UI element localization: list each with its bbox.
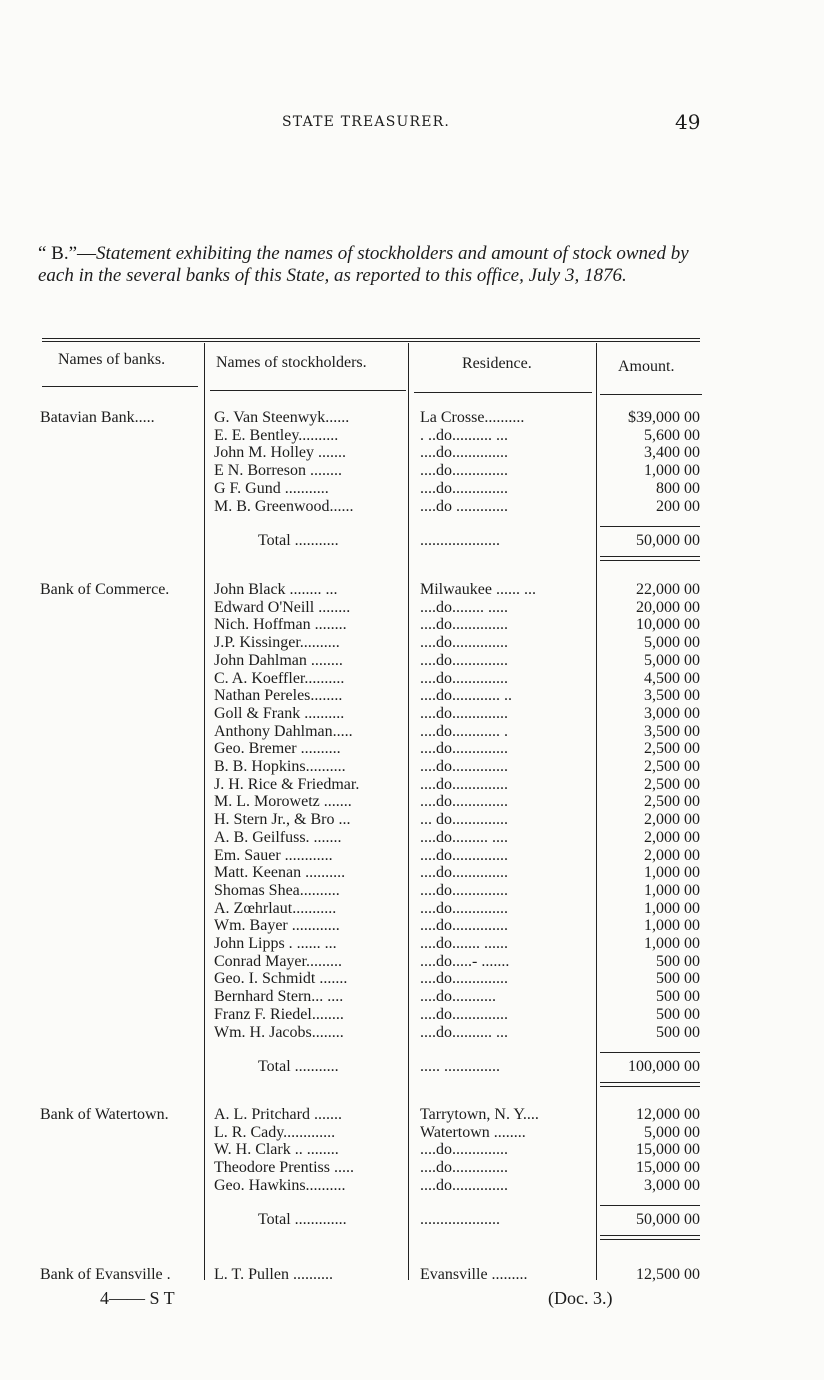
residence: ....do.............. — [420, 846, 508, 864]
table-row — [0, 793, 824, 811]
amount: 500 00 — [656, 970, 700, 988]
total-residence-leader: .................... — [420, 531, 500, 549]
page-number: 49 — [675, 110, 701, 134]
amount: 10,000 00 — [636, 616, 700, 634]
total-double-rule — [600, 560, 700, 561]
residence: ....do.............. — [420, 704, 508, 722]
total-amount: 100,000 00 — [628, 1057, 700, 1075]
stockholder-name: M. L. Morowetz ....... — [214, 793, 352, 811]
residence: ....do.............. — [420, 1176, 508, 1194]
table-row — [0, 882, 824, 900]
subtotal-rule — [600, 1052, 700, 1053]
stockholder-name: John Lipps . ...... ... — [214, 935, 337, 952]
residence: ....do............ . — [420, 722, 508, 740]
bank-name: Batavian Bank..... — [40, 409, 155, 426]
total-amount: 50,000 00 — [636, 1210, 700, 1228]
total-label: Total ............. — [258, 1210, 347, 1228]
signature-mark: 4—— S T — [100, 1288, 175, 1308]
amount: 500 00 — [656, 952, 700, 970]
total-label: Total ........... — [258, 531, 339, 549]
table-row — [0, 409, 824, 427]
stockholder-name: John Black ........ ... — [214, 581, 338, 598]
header-rule — [210, 390, 406, 391]
amount: 1,000 00 — [644, 899, 700, 917]
table-row — [0, 1006, 824, 1024]
amount: 2,500 00 — [644, 758, 700, 775]
table-row — [0, 811, 824, 829]
total-label: Total ........... — [258, 1057, 339, 1075]
stockholder-name: H. Stern Jr., & Bro ... — [214, 811, 351, 829]
caption-lead: “ B.”— — [38, 243, 97, 264]
caption-text: Statement exhibiting the names of stockholders and amount of stock owned by each in the several banks of this State, as reported to this office, July 3, 1876. — [38, 243, 689, 286]
table-row — [0, 935, 824, 953]
total-double-rule — [600, 1239, 700, 1240]
residence: ....do....... ...... — [420, 935, 508, 952]
stockholder-name: G F. Gund ........... — [214, 479, 329, 497]
residence: ....do.............. — [420, 479, 508, 497]
amount: 500 00 — [656, 1005, 700, 1023]
column-header-banks: Names of banks. — [58, 351, 166, 368]
table-row — [0, 1177, 824, 1195]
table-row — [0, 1024, 824, 1042]
amount: 15,000 00 — [636, 1159, 700, 1177]
table-row — [0, 616, 824, 634]
table-row — [0, 847, 824, 865]
residence: ....do.............. — [420, 970, 508, 988]
stockholder-name: Conrad Mayer......... — [214, 952, 342, 970]
total-row — [0, 1211, 824, 1229]
amount: 5,600 00 — [644, 426, 700, 444]
residence: ....do.............. — [420, 444, 508, 462]
amount: 1,000 00 — [644, 462, 700, 480]
table-row — [0, 900, 824, 918]
table-row — [0, 599, 824, 617]
stockholder-name: Anthony Dahlman..... — [214, 722, 353, 740]
document-reference: (Doc. 3.) — [548, 1288, 613, 1308]
residence: ....do.............. — [420, 1005, 508, 1023]
stockholder-name: L. T. Pullen .......... — [214, 1266, 333, 1283]
amount: 20,000 00 — [636, 598, 700, 616]
amount: 1,000 00 — [644, 917, 700, 935]
amount: 2,500 00 — [644, 793, 700, 811]
table-row — [0, 758, 824, 776]
amount: 2,500 00 — [644, 775, 700, 793]
table-row — [0, 953, 824, 971]
table-row — [0, 988, 824, 1006]
residence: ....do.......... ... — [420, 1023, 508, 1041]
residence: ....do.............. — [420, 1159, 508, 1177]
table-row — [0, 776, 824, 794]
table-row — [0, 1266, 824, 1284]
amount: 3,500 00 — [644, 722, 700, 740]
residence: ....do............ .. — [420, 687, 512, 705]
stockholder-name: J. H. Rice & Friedmar. — [214, 775, 360, 793]
amount: 5,000 00 — [644, 1123, 700, 1141]
column-header-residence: Residence. — [462, 355, 532, 372]
residence: . ..do.......... ... — [420, 426, 508, 444]
residence: ....do.............. — [420, 793, 508, 811]
table-row — [0, 670, 824, 688]
residence: ....do.............. — [420, 917, 508, 935]
table-row — [0, 480, 824, 498]
stockholder-name: Shomas Shea.......... — [214, 881, 340, 899]
stockholder-name: Theodore Prentiss ..... — [214, 1159, 354, 1177]
amount: 5,000 00 — [644, 651, 700, 669]
table-row — [0, 917, 824, 935]
amount: 3,000 00 — [644, 1176, 700, 1194]
table-top-rule — [42, 338, 700, 339]
residence: Tarrytown, N. Y.... — [420, 1106, 539, 1123]
bank-name: Bank of Evansville . — [40, 1266, 171, 1283]
table-row — [0, 723, 824, 741]
stockholder-name: J.P. Kissinger.......... — [214, 634, 340, 652]
stockholder-name: Bernhard Stern... .... — [214, 988, 344, 1006]
total-amount: 50,000 00 — [636, 531, 700, 549]
residence: ....do.............. — [420, 899, 508, 917]
table-caption — [38, 243, 708, 287]
amount: 12,000 00 — [636, 1106, 700, 1123]
stockholder-name: Nich. Hoffman ........ — [214, 616, 347, 634]
residence: ....do.............. — [420, 881, 508, 899]
residence: ....do.............. — [420, 651, 508, 669]
table-row — [0, 740, 824, 758]
residence: ....do.............. — [420, 634, 508, 652]
total-double-rule — [600, 556, 700, 557]
stockholder-name: M. B. Greenwood...... — [214, 497, 354, 515]
table-row — [0, 427, 824, 445]
stockholder-name: B. B. Hopkins.......... — [214, 758, 346, 775]
amount: 1,000 00 — [644, 881, 700, 899]
table-row — [0, 444, 824, 462]
residence: ....do.............. — [420, 864, 508, 882]
table-row — [0, 634, 824, 652]
amount: 2,000 00 — [644, 846, 700, 864]
stockholder-name: E. E. Bentley.......... — [214, 426, 339, 444]
stockholder-name: Geo. Hawkins.......... — [214, 1176, 346, 1194]
residence: ....do.....- ....... — [420, 952, 510, 970]
amount: 5,000 00 — [644, 634, 700, 652]
total-row — [0, 532, 824, 550]
total-residence-leader: .................... — [420, 1210, 500, 1228]
residence: ....do.............. — [420, 1141, 508, 1159]
table-row — [0, 970, 824, 988]
residence: ....do ............. — [420, 497, 508, 515]
table-row — [0, 498, 824, 516]
subtotal-rule — [600, 1205, 700, 1206]
total-double-rule — [600, 1082, 700, 1083]
residence: ....do......... .... — [420, 828, 508, 846]
table-row — [0, 1106, 824, 1124]
table-row — [0, 462, 824, 480]
stockholder-name: Em. Sauer ............ — [214, 846, 333, 864]
residence: ....do........ ..... — [420, 598, 508, 616]
amount: 1,000 00 — [644, 935, 700, 952]
header-rule — [600, 394, 702, 395]
amount: 500 00 — [656, 1023, 700, 1041]
header-rule — [414, 392, 592, 393]
residence: Evansville ......... — [420, 1266, 528, 1283]
table-row — [0, 1141, 824, 1159]
amount: 200 00 — [656, 497, 700, 515]
table-row — [0, 687, 824, 705]
stockholder-name: A. L. Pritchard ....... — [214, 1106, 342, 1123]
header-rule — [42, 386, 198, 387]
amount: 3,000 00 — [644, 704, 700, 722]
amount: 22,000 00 — [636, 581, 700, 598]
stockholder-name: Nathan Pereles........ — [214, 687, 343, 705]
amount: 1,000 00 — [644, 864, 700, 882]
residence: ....do.............. — [420, 775, 508, 793]
residence: ....do.............. — [420, 740, 508, 758]
amount: 500 00 — [656, 988, 700, 1006]
stockholder-name: Matt. Keenan .......... — [214, 864, 346, 882]
residence: ....do.............. — [420, 669, 508, 687]
bank-name: Bank of Commerce. — [40, 581, 170, 598]
residence: ....do.............. — [420, 758, 508, 775]
stockholder-name: John M. Holley ....... — [214, 444, 346, 462]
table-row — [0, 864, 824, 882]
stockholder-name: C. A. Koeffler.......... — [214, 669, 345, 687]
amount: 2,500 00 — [644, 740, 700, 758]
stockholder-name: Wm. H. Jacobs........ — [214, 1023, 344, 1041]
total-row — [0, 1058, 824, 1076]
subtotal-rule — [600, 526, 700, 527]
table-row — [0, 652, 824, 670]
stockholder-name: Wm. Bayer ............ — [214, 917, 340, 935]
amount: 3,500 00 — [644, 687, 700, 705]
residence: ... do.............. — [420, 811, 508, 829]
amount: 12,500 00 — [636, 1266, 700, 1283]
stockholder-name: A. B. Geilfuss. ....... — [214, 828, 342, 846]
amount: 2,000 00 — [644, 828, 700, 846]
amount: 15,000 00 — [636, 1141, 700, 1159]
table-top-rule-2 — [42, 341, 700, 342]
stockholder-name: Franz F. Riedel........ — [214, 1005, 344, 1023]
residence: La Crosse.......... — [420, 409, 525, 426]
stockholder-name: John Dahlman ........ — [214, 651, 343, 669]
table-row — [0, 581, 824, 599]
total-residence-leader: ..... .............. — [420, 1057, 500, 1075]
stockholder-name: Geo. Bremer .......... — [214, 740, 341, 758]
total-double-rule — [600, 1086, 700, 1087]
amount: 4,500 00 — [644, 669, 700, 687]
stockholder-name: Goll & Frank .......... — [214, 704, 345, 722]
total-double-rule — [600, 1235, 700, 1236]
table-row — [0, 1159, 824, 1177]
stockholder-name: E N. Borreson ........ — [214, 462, 342, 480]
amount: $39,000 00 — [628, 409, 700, 426]
table-row — [0, 1124, 824, 1142]
stockholder-name: G. Van Steenwyk...... — [214, 409, 350, 426]
residence: ....do.............. — [420, 616, 508, 634]
stockholder-name: W. H. Clark .. ........ — [214, 1141, 339, 1159]
column-header-stockholders: Names of stockholders. — [216, 354, 367, 371]
amount: 3,400 00 — [644, 444, 700, 462]
residence: ....do.............. — [420, 462, 508, 480]
stockholder-name: L. R. Cady............. — [214, 1123, 336, 1141]
residence: Watertown ........ — [420, 1123, 526, 1141]
running-title: STATE TREASURER. — [282, 114, 451, 130]
amount: 2,000 00 — [644, 811, 700, 829]
residence: ....do........... — [420, 988, 496, 1006]
stockholder-name: A. Zœhrlaut........... — [214, 899, 337, 917]
table-row — [0, 829, 824, 847]
amount: 800 00 — [656, 479, 700, 497]
column-header-amount: Amount. — [618, 358, 675, 375]
table-row — [0, 705, 824, 723]
stockholder-name: Geo. I. Schmidt ....... — [214, 970, 348, 988]
residence: Milwaukee ...... ... — [420, 581, 536, 598]
stockholder-name: Edward O'Neill ........ — [214, 598, 351, 616]
bank-name: Bank of Watertown. — [40, 1106, 169, 1123]
